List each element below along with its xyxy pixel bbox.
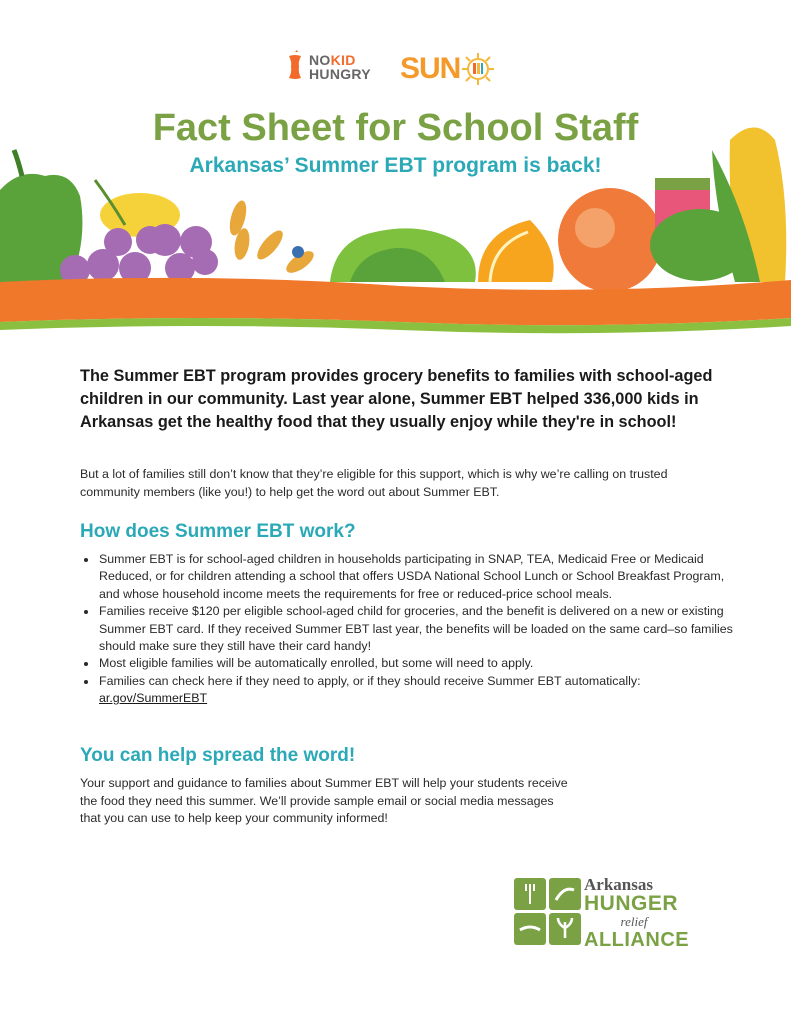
list-item-text: Families can check here if they need to apply, or if they should receive Summer EBT automatically: (99, 673, 641, 688)
nkh-hungry: HUNGRY (309, 66, 371, 82)
partner-logos (0, 50, 791, 90)
apple-core-icon (284, 50, 306, 84)
nkh-no: NO (309, 52, 331, 68)
list-item: • Most eligible families will be automatically enrolled, but some will need to apply. (98, 655, 738, 672)
summer-ebt-link[interactable]: ar.gov/SummerEBT (99, 691, 208, 706)
how-section-heading: How does Summer EBT work? (80, 521, 356, 542)
alliance-icon-grid (514, 878, 582, 946)
list-item: • Families receive $120 per eligible school-aged child for groceries, and the benefit is delivered on a new or existing Summer EBT card. If they received Summer EBT last year, the benefits will be loaded on the same card–so families should make sure they still have their card handy! (98, 603, 738, 655)
list-item (98, 673, 738, 708)
page-subtitle: Arkansas’ Summer EBT program is back! (189, 154, 602, 177)
no-kid-hungry-logo (284, 50, 371, 84)
sun-icon (461, 52, 495, 86)
how-section-list (80, 551, 738, 708)
arkansas-hunger-relief-alliance-logo (514, 875, 694, 951)
help-section-heading: You can help spread the word! (80, 745, 356, 766)
alliance-relief-text: relief (620, 914, 648, 929)
intro-bold-paragraph: The Summer EBT program provides grocery benefits to families with school-aged children in our community. Last year alone, Summer EBT helped 336,000 kids in Arkansas get the healthy food that they usually enjoy while they're in school! (80, 367, 713, 431)
help-section-paragraph: Your support and guidance to families about Summer EBT will help your students receive the food they need this summer. We’ll provide sample email or social media messages that you can use to help keep your community informed! (80, 776, 568, 825)
sun-logo-text: SUN (400, 52, 461, 85)
page-title: Fact Sheet for School Staff (152, 107, 639, 149)
alliance-arkansas-text: Arkansas (584, 875, 653, 894)
sun-logo (400, 52, 495, 86)
list-item: • Summer EBT is for school-aged children in households participating in SNAP, TEA, Medicaid Free or Medicaid Reduced, or for children attending a school that offers USDA National School Lunch or School Breakfast Program, and whose household income meets the requirements for free or reduced-price school meals. (98, 551, 738, 603)
intro-paragraph: But a lot of families still don’t know that they’re eligible for this support, which is why we’re calling on trusted community members (like you!) to help get the word out about Summer EBT. (80, 467, 668, 499)
alliance-alliance-text: ALLIANCE (584, 929, 690, 951)
alliance-hunger-text: HUNGER (584, 892, 679, 915)
nkh-kid: KID (330, 52, 356, 68)
